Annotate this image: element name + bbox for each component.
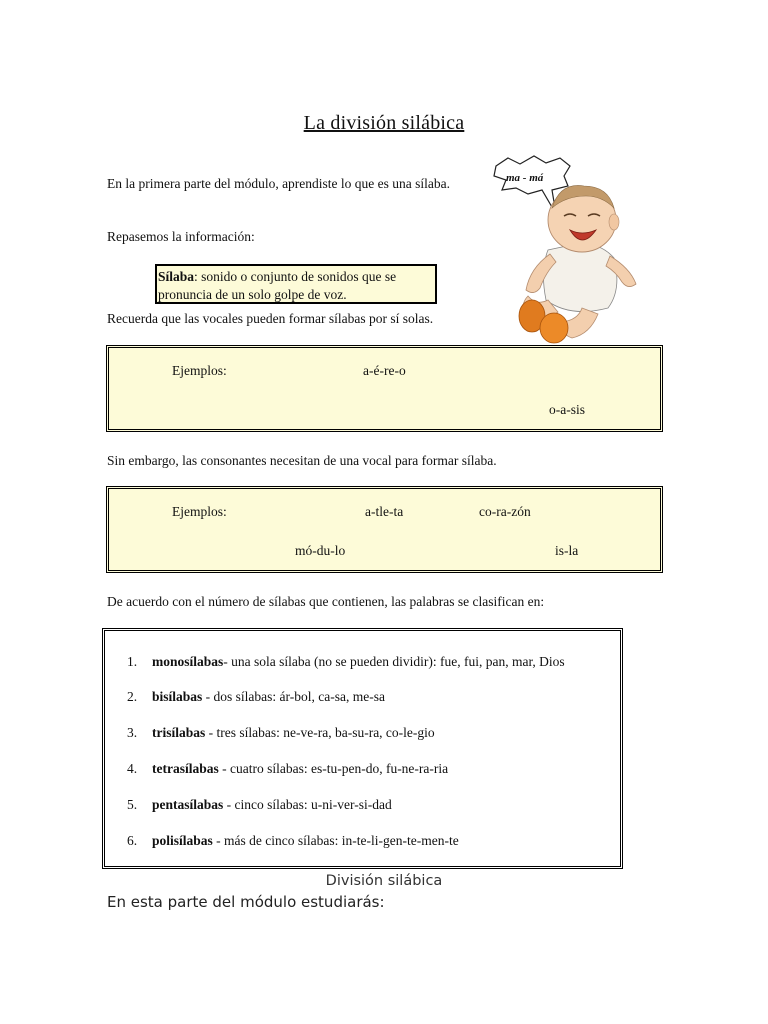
list-item: 1. monosílabas- una sola sílaba (no se pueden dividir): fue, fui, pan, mar, Dios (127, 654, 565, 669)
consonants-note: Sin embargo, las consonantes necesitan de una vocal para formar sílaba. (107, 453, 497, 468)
footer-heading: División silábica (325, 873, 443, 889)
vowels-note: Recuerda que las vocales pueden formar sílabas por sí solas. (107, 311, 434, 326)
definition-box (155, 264, 437, 304)
example-word: co-ra-zón (479, 504, 531, 519)
classify-note: De acuerdo con el número de sílabas que contienen, las palabras se clasifican en: (107, 594, 545, 609)
examples-label: Ejemplos: (172, 504, 227, 519)
list-item: 4. tetrasílabas - cuatro sílabas: es-tu-pen-do, fu-ne-ra-ria (127, 761, 449, 776)
examples-label: Ejemplos: (172, 363, 227, 378)
example-word: is-la (555, 543, 579, 558)
example-word: a-é-re-o (363, 363, 406, 378)
list-item: 3. trisílabas - tres sílabas: ne-ve-ra, ba-su-ra, co-le-gio (127, 725, 435, 740)
classification-list (102, 628, 623, 869)
list-item: 6. polisílabas - más de cinco sílabas: in-te-li-gen-te-men-te (127, 833, 459, 848)
definition-term: Sílaba (158, 269, 195, 284)
crying-baby-illustration (490, 150, 650, 345)
example-word: o-a-sis (549, 402, 585, 417)
speech-bubble-text: ma - má (506, 172, 544, 184)
review-paragraph: Repasemos la información: (107, 229, 255, 244)
example-box-vowels (106, 345, 663, 432)
page-title: La división silábica (303, 112, 465, 134)
example-box-consonants (106, 486, 663, 573)
definition-text: : sonido o conjunto de sonidos que se pronuncia de un solo golpe de voz. (158, 269, 397, 302)
list-item: 2. bisílabas - dos sílabas: ár-bol, ca-sa, me-sa (127, 689, 385, 704)
intro-paragraph: En la primera parte del módulo, aprendiste lo que es una sílaba. (107, 176, 451, 191)
footer-text: En esta parte del módulo estudiarás: (107, 893, 385, 911)
list-item: 5. pentasílabas - cinco sílabas: u-ni-ver-si-dad (127, 797, 392, 812)
example-word: mó-du-lo (295, 543, 346, 558)
example-word: a-tle-ta (365, 504, 404, 519)
